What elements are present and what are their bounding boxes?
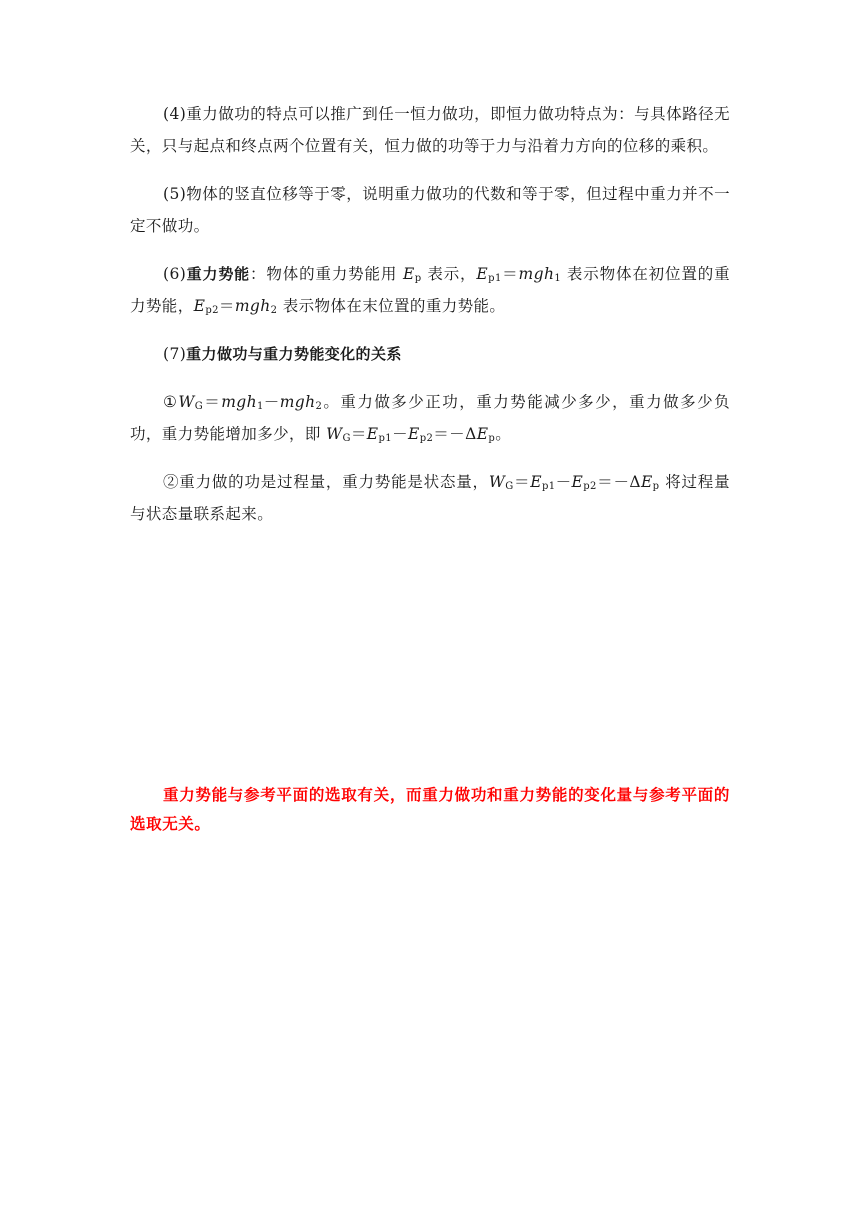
symbol-E: E xyxy=(571,473,584,491)
subscript-p: p xyxy=(652,481,660,492)
subscript-p2: p2 xyxy=(205,305,219,316)
symbol-W: W xyxy=(488,473,506,491)
text-run: 将过程量与状态量联系起来。 xyxy=(130,473,730,523)
symbol-E: E xyxy=(476,265,489,283)
circled-number: ② xyxy=(163,473,180,491)
item-number: (6) xyxy=(163,265,187,283)
subscript-G: G xyxy=(342,433,351,444)
text-run: ：物体的重力势能用 xyxy=(250,265,404,283)
symbol-W: W xyxy=(178,393,195,411)
paragraph-4: (4)重力做功的特点可以推广到任一恒力做功，即恒力做功特点为：与具体路径无关，只与起点和终点两个位置有关，恒力做的功等于力与沿着力方向的位移的乘积。 xyxy=(130,105,730,155)
text-run: 表示物体在末位置的重力势能。 xyxy=(277,297,506,315)
text-run: ＝ xyxy=(203,393,222,411)
subscript-2: 2 xyxy=(270,305,278,316)
document-body xyxy=(130,98,730,546)
symbol-E: E xyxy=(193,297,206,315)
text-run: ＝ xyxy=(218,297,235,315)
subscript-p1: p1 xyxy=(378,433,393,444)
symbol-mgh: mgh xyxy=(221,393,258,411)
term-gravitational-potential-energy: 重力势能 xyxy=(186,265,251,283)
symbol-W: W xyxy=(326,425,343,443)
symbol-mgh: mgh xyxy=(234,297,271,315)
subscript-p2: p2 xyxy=(419,433,434,444)
subscript-1: 1 xyxy=(554,273,562,284)
paragraph-8 xyxy=(130,386,730,450)
text-run: 表示， xyxy=(421,265,477,283)
paragraph-6 xyxy=(130,258,730,322)
symbol-mgh: mgh xyxy=(518,265,555,283)
paragraph-5: (5)物体的竖直位移等于零，说明重力做功的代数和等于零，但过程中重力并不一定不做功。 xyxy=(130,185,730,235)
symbol-E: E xyxy=(407,425,420,443)
text-run: 重力做的功是过程量，重力势能是状态量， xyxy=(179,473,489,491)
circled-number: ① xyxy=(163,393,179,411)
subscript-p2: p2 xyxy=(583,481,597,492)
subscript-G: G xyxy=(194,401,204,412)
subscript-G: G xyxy=(505,481,514,492)
text-run: － xyxy=(263,393,280,411)
text-run: ＝－Δ xyxy=(433,425,477,443)
section-heading: 重力做功与重力势能变化的关系 xyxy=(186,345,402,363)
text-run: － xyxy=(392,425,408,443)
subscript-1: 1 xyxy=(257,401,264,412)
paragraph-7 xyxy=(130,338,730,370)
text-run: ＝ xyxy=(350,425,367,443)
text-run: ＝ xyxy=(513,473,531,491)
text-run: ＝ xyxy=(501,265,519,283)
subscript-p1: p1 xyxy=(541,481,556,492)
item-number: (7) xyxy=(163,345,187,363)
subscript-p1: p1 xyxy=(488,273,502,284)
text-run: 。 xyxy=(495,425,512,443)
text-run: 。重力做多少正功，重力势能减少多少，重力做多少负功，重力势能增加多少，即 xyxy=(130,393,730,443)
text-run: － xyxy=(555,473,572,491)
symbol-E: E xyxy=(530,473,542,491)
symbol-E: E xyxy=(403,265,415,283)
symbol-E: E xyxy=(366,425,379,443)
subscript-2: 2 xyxy=(315,401,323,412)
text-run: ＝－Δ xyxy=(596,473,641,491)
symbol-E: E xyxy=(476,425,489,443)
red-note: 重力势能与参考平面的选取有关，而重力做功和重力势能的变化量与参考平面的选取无关。 xyxy=(130,785,730,833)
text-run: 表示物体在初位置的重力势能， xyxy=(130,265,730,315)
subscript-p: p xyxy=(414,273,422,284)
symbol-E: E xyxy=(640,473,653,491)
symbol-mgh: mgh xyxy=(279,393,316,411)
subscript-p: p xyxy=(488,433,496,444)
paragraph-9 xyxy=(130,466,730,530)
